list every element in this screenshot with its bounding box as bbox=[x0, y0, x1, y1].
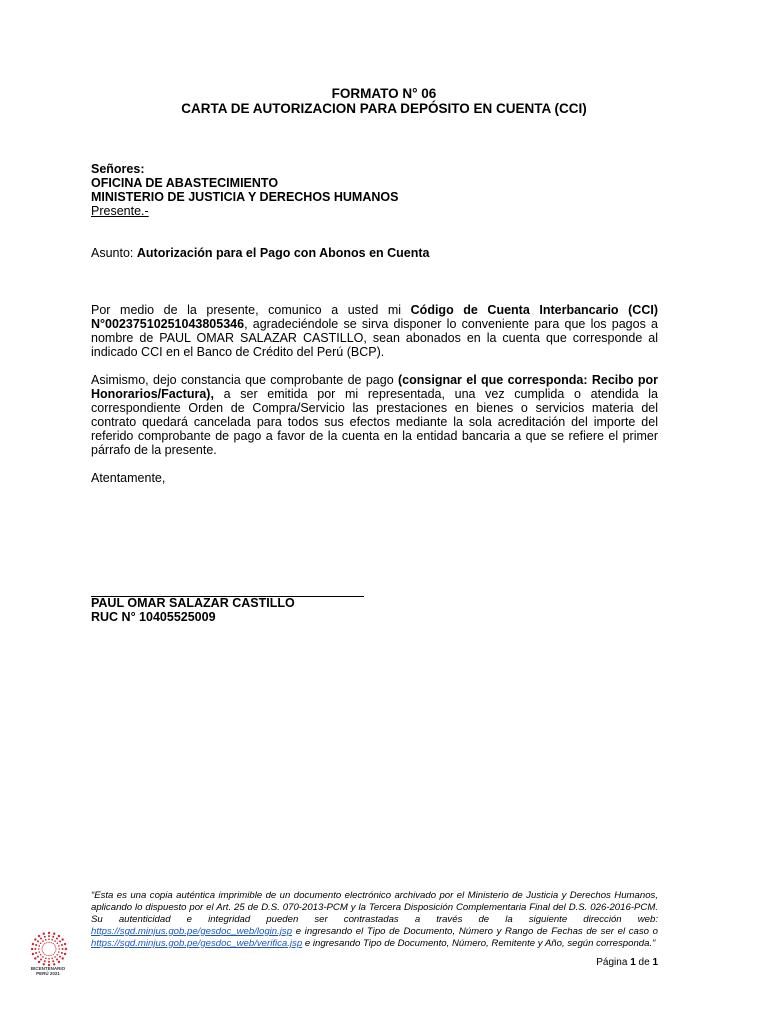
logo-dot bbox=[45, 939, 47, 941]
p2-text-c: a ser emitida por mi representada, una vez cumplida o atendida la correspondiente Orden de Compra/Servicio las prestaciones en bienes o servicios materia del contrato quedará cancelada para todos sus efectos mediante la sola acreditación del importe del referido comprobante de pago a favor de la cuenta en la entidad bancaria a que se refiere el primer párrafo de la presente. bbox=[91, 387, 658, 457]
logo-dot bbox=[52, 960, 54, 962]
logo-caption bbox=[24, 966, 72, 976]
login-link[interactable]: https://sgd.minjus.gob.pe/gesdoc_web/login.jsp bbox=[91, 926, 293, 937]
logo-dot bbox=[54, 940, 56, 942]
form-number-title: FORMATO N° 06 bbox=[331, 86, 437, 101]
receipt-type-note: (consignar el que corresponda: Recibo por Honorarios/Factura), bbox=[91, 373, 658, 401]
logo-dot bbox=[46, 942, 47, 943]
logo-dot bbox=[48, 938, 50, 940]
logo-dot bbox=[43, 952, 44, 953]
page-number bbox=[596, 957, 658, 969]
logo-dot bbox=[45, 958, 47, 960]
logo-dot bbox=[48, 932, 50, 934]
body-paragraph-2 bbox=[91, 373, 658, 457]
logo-dot bbox=[40, 954, 42, 956]
logo-dot bbox=[58, 961, 60, 963]
signer-ruc: RUC N° 10405525009 bbox=[91, 610, 216, 624]
logo-dot bbox=[59, 940, 61, 942]
logo-dot bbox=[54, 956, 56, 958]
logo-dot bbox=[58, 945, 60, 947]
page-of: de bbox=[635, 957, 653, 968]
logo-dot bbox=[55, 950, 56, 951]
logo-dot bbox=[43, 933, 45, 935]
logo-dot bbox=[51, 958, 53, 960]
body-paragraph-1 bbox=[91, 303, 658, 359]
logo-dot bbox=[57, 954, 59, 956]
logo-dot bbox=[53, 954, 54, 955]
cci-number: Código de Cuenta Interbancario (CCI) N°00237510251043805346 bbox=[91, 303, 658, 331]
logo-dot bbox=[59, 956, 61, 958]
authenticity-note bbox=[91, 890, 658, 950]
logo-dot bbox=[64, 953, 66, 955]
logo-dot bbox=[40, 938, 42, 940]
logo-dot bbox=[41, 948, 42, 949]
logo-dot bbox=[65, 948, 67, 950]
logo-dot bbox=[32, 953, 34, 955]
verify-link[interactable]: https://sgd.minjus.gob.pe/gesdoc_web/verifica.jsp bbox=[91, 938, 303, 949]
logo-dot bbox=[37, 940, 39, 942]
logo-dot bbox=[51, 955, 52, 956]
logo-dot bbox=[35, 944, 37, 946]
page-total: 1 bbox=[652, 957, 658, 968]
logo-dot bbox=[38, 948, 40, 950]
logo-dot bbox=[38, 935, 40, 937]
p1-text-a: Por medio de la presente, comunico a usted mi bbox=[91, 303, 411, 317]
logo-dot bbox=[48, 935, 50, 937]
logo-dot bbox=[37, 956, 39, 958]
logo-dot bbox=[48, 942, 49, 943]
office-name: OFICINA DE ABASTECIMIENTO bbox=[91, 176, 279, 190]
logo-dot bbox=[56, 938, 58, 940]
addressee-block bbox=[91, 162, 398, 218]
logo-dot bbox=[54, 952, 55, 953]
logo-dot bbox=[51, 942, 52, 943]
logo-dot bbox=[62, 948, 64, 950]
logo-dot bbox=[40, 942, 42, 944]
logo-dot bbox=[61, 957, 63, 959]
logo-dot bbox=[38, 945, 40, 947]
logo-dot bbox=[34, 948, 36, 950]
greeting: Señores: bbox=[91, 162, 145, 176]
logo-dot bbox=[58, 951, 60, 953]
logo-dot bbox=[54, 944, 55, 945]
logo-dot bbox=[55, 948, 56, 949]
logo-dot bbox=[53, 943, 54, 944]
logo-dot bbox=[31, 948, 33, 950]
page-current: 1 bbox=[630, 957, 636, 968]
page-label: Página bbox=[596, 957, 631, 968]
logo-dot bbox=[56, 958, 58, 960]
logo-dot bbox=[61, 944, 63, 946]
logo-dot bbox=[44, 960, 46, 962]
p1-text-c: , agradeciéndole se sirva disponer lo conveniente para que los pagos a nombre de PAUL OMAR SALAZAR CASTILLO, sean abonados en la cuenta que corresponde al indicado CCI en el Banco de Crédito del Perú (BCP). bbox=[91, 317, 658, 359]
logo-dot bbox=[51, 939, 53, 941]
logo-dot bbox=[64, 943, 66, 945]
letter-title: CARTA DE AUTORIZACION PARA DEPÓSITO EN CUENTA (CCI) bbox=[181, 101, 587, 116]
logo-dot bbox=[44, 943, 45, 944]
logo-dot bbox=[40, 958, 42, 960]
closing-text: Atentamente, bbox=[91, 471, 166, 485]
logo-dot bbox=[53, 933, 55, 935]
logo-dot bbox=[57, 942, 59, 944]
note-text-c: e ingresando Tipo de Documento, Número, Remitente y Año, según corresponda.” bbox=[302, 938, 656, 949]
logo-dot bbox=[61, 952, 63, 954]
logo-dot bbox=[42, 940, 44, 942]
logo-dot bbox=[48, 955, 49, 956]
logo-dot bbox=[35, 952, 37, 954]
logo-dot bbox=[42, 946, 43, 947]
logo-text-line-1: BICENTENARIO bbox=[30, 966, 66, 971]
presente-text: Presente.- bbox=[91, 204, 149, 218]
logo-dot bbox=[46, 955, 47, 956]
logo-dot bbox=[38, 951, 40, 953]
note-text-b: e ingresando el Tipo de Documento, Número y Rango de Fechas de ser el caso o bbox=[292, 926, 658, 937]
logo-text-line-2: PERÚ 2021 bbox=[36, 971, 60, 976]
logo-dot bbox=[43, 944, 44, 945]
subject-label: Asunto: bbox=[91, 246, 137, 260]
logo-dot bbox=[42, 956, 44, 958]
logo-dot bbox=[55, 946, 56, 947]
signer-name: PAUL OMAR SALAZAR CASTILLO bbox=[91, 596, 295, 610]
signature-block bbox=[91, 596, 295, 624]
logo-dot bbox=[61, 938, 63, 940]
logo-dot bbox=[34, 938, 36, 940]
logo-dot bbox=[58, 935, 60, 937]
note-text-a: “Esta es una copia auténtica imprimible de un documento electrónico archivado por el Ministerio de Justicia y Derechos Humanos, aplicando lo dispuesto por el Art. 25 de D.S. 070-2013-PCM y la Tercera Disposición Complementaria Final del D.S. 026-2016-PCM. Su autenticidad e integridad pueden ser contrastadas a través de la siguiente dirección web: bbox=[91, 890, 658, 925]
subject-text: Autorización para el Pago con Abonos en Cuenta bbox=[136, 246, 430, 260]
logo-dot bbox=[59, 948, 61, 950]
logo-dot bbox=[52, 936, 54, 938]
logo-dot bbox=[34, 957, 36, 959]
logo-dot bbox=[48, 961, 50, 963]
subject-line bbox=[91, 246, 430, 261]
p2-text-a: Asimismo, dejo constancia que comprobante de pago bbox=[91, 373, 399, 387]
logo-dot bbox=[38, 961, 40, 963]
logo-dot bbox=[44, 954, 45, 955]
logo-dot bbox=[44, 936, 46, 938]
logo-dot bbox=[32, 943, 34, 945]
ministry-name: MINISTERIO DE JUSTICIA Y DERECHOS HUMANOS bbox=[91, 190, 399, 204]
logo-dot bbox=[48, 958, 50, 960]
logo-dot bbox=[42, 950, 43, 951]
